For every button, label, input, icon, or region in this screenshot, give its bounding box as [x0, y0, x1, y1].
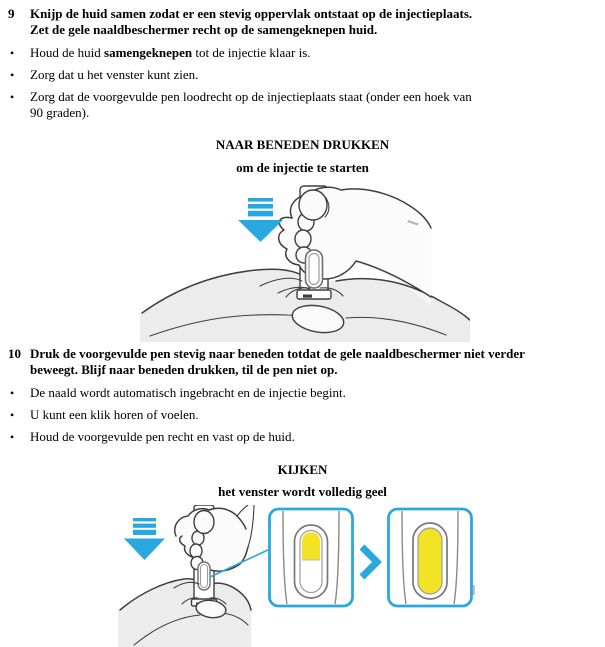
step-9-heading-line2: Zet de gele naaldbeschermer recht op de samengeknepen huid.: [30, 22, 378, 37]
bullet-icon: •: [10, 408, 15, 422]
skin-area: [118, 580, 251, 647]
step-number: 9: [8, 6, 15, 21]
bullet-text-bold: samengeknepen: [104, 45, 193, 60]
bullet-text: De naald wordt automatisch ingebracht en de injectie begint.: [30, 385, 346, 400]
bullet-icon: •: [10, 90, 15, 104]
step-10-section: [0, 346, 605, 451]
step-10-heading: [30, 346, 525, 378]
step-9-heading-line1: Knijp de huid samen zodat er een stevig oppervlak ontstaat op de injectieplaats.: [30, 6, 473, 21]
bullet-icon: •: [10, 430, 15, 444]
yellow-fill-partial: [302, 533, 320, 561]
illustrator-signature-mark: [473, 585, 475, 595]
bullet-text: [30, 45, 605, 61]
list-item: [0, 385, 605, 401]
bullet-icon: •: [10, 68, 15, 82]
bullet-icon: •: [10, 386, 15, 400]
figure2-subtitle: het venster wordt volledig geel: [218, 484, 387, 499]
figure2-window-illustration: [118, 505, 478, 647]
bullet-icon: •: [10, 46, 15, 60]
window-panel-after: [389, 509, 475, 606]
pen-window: [306, 250, 323, 288]
press-down-arrow-icon: [238, 198, 283, 242]
step-10-bullets: [0, 385, 605, 445]
step-10-heading-line1: Druk de voorgevulde pen stevig naar beneden totdat de gele naaldbeschermer niet verder: [30, 346, 525, 361]
step-number: 10: [8, 346, 21, 361]
step-9-bullets: [0, 45, 605, 121]
step-10-heading-line2: beweegt. Blijf naar beneden drukken, til de pen niet op.: [30, 362, 338, 377]
press-down-arrow-icon: [124, 518, 165, 560]
bullet-text: [30, 89, 605, 121]
bullet-text-post: tot de injectie klaar is.: [192, 45, 311, 60]
figure1-title: NAAR BENEDEN DRUKKEN: [215, 137, 390, 152]
bullet-text: Zorg dat u het venster kunt zien.: [30, 67, 199, 82]
bullet-text-line2: 90 graden).: [30, 105, 90, 120]
list-item: [0, 45, 605, 61]
list-item: [0, 429, 605, 445]
figure1-subtitle: om de injectie te starten: [236, 160, 369, 175]
chevron-right-icon: [362, 547, 377, 577]
yellow-fill-full: [418, 528, 442, 594]
bullet-text-pre: Houd de huid: [30, 45, 105, 60]
list-item: [0, 407, 605, 423]
bullet-text: Houd de voorgevulde pen recht en vast op de huid.: [30, 429, 295, 444]
figure1-press-down-illustration: [140, 184, 470, 342]
press-down-figure: [140, 184, 470, 342]
list-item: [0, 67, 605, 83]
step-9-heading: [30, 6, 472, 38]
bullet-text: U kunt een klik horen of voelen.: [30, 407, 199, 422]
bullet-text-line1: Zorg dat de voorgevulde pen loodrecht op de injectieplaats staat (onder een hoek van: [30, 89, 472, 104]
step-9-section: [0, 6, 605, 127]
window-check-figure: [118, 505, 478, 647]
list-item: [0, 89, 605, 121]
window-panel-before: [270, 509, 353, 606]
pen-window: [198, 562, 210, 590]
figure2-title: KIJKEN: [277, 462, 328, 477]
